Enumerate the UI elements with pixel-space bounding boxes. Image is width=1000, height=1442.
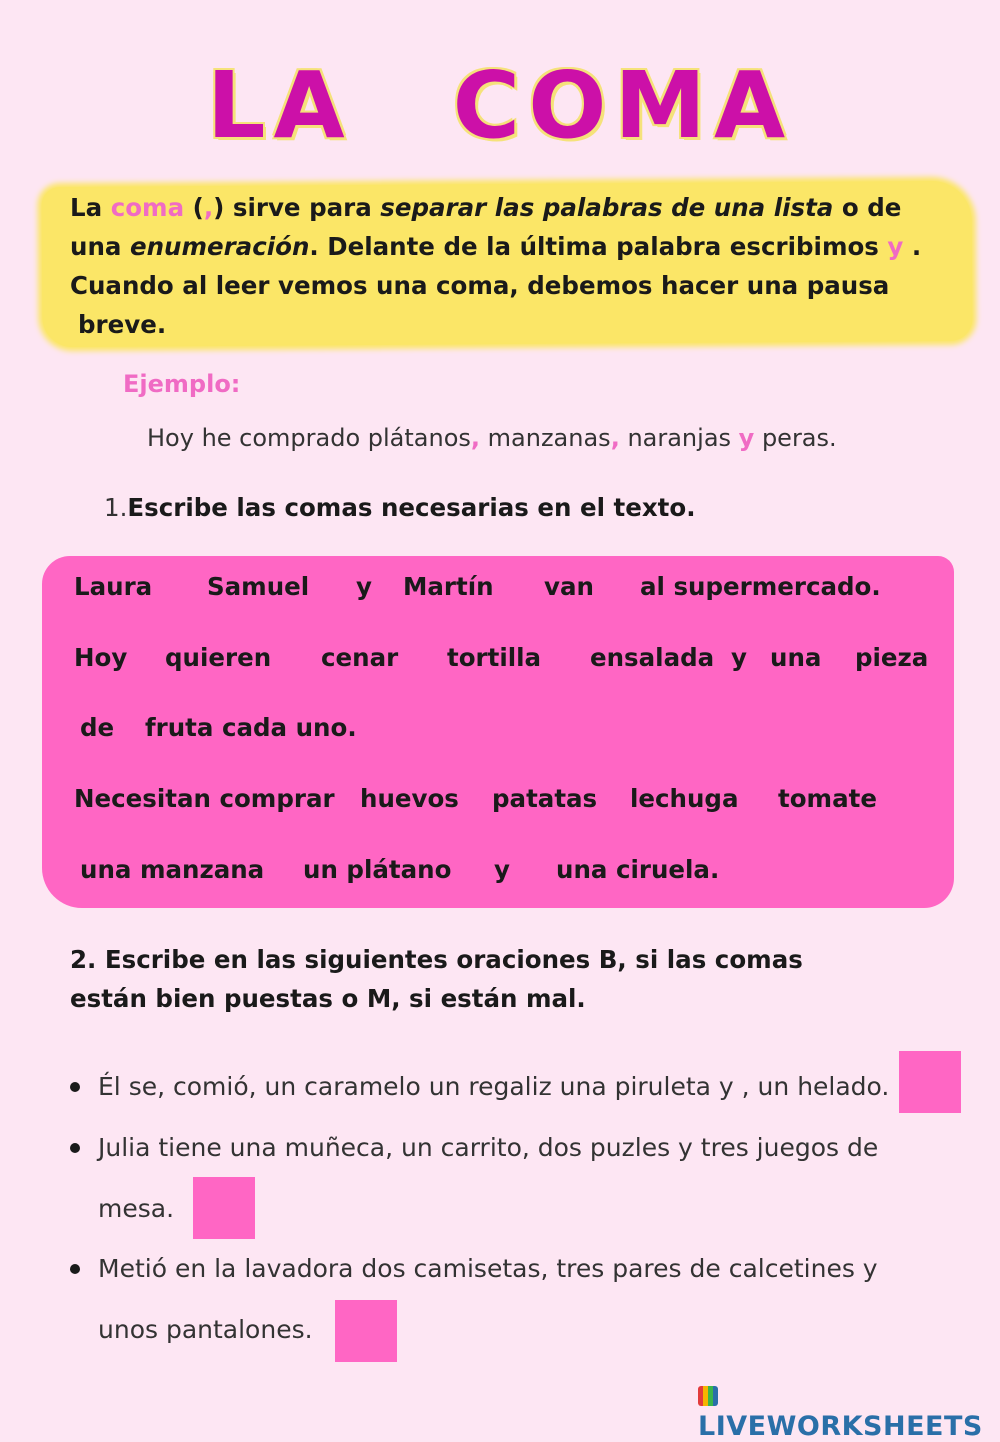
exercise2-item-3: Metió en la lavadora dos camisetas, tres pares de calcetines y unos pantalones. [70, 1238, 910, 1360]
liveworksheets-logo-icon [698, 1386, 718, 1406]
exercise1-word: tortilla [447, 643, 542, 672]
exercise1-word: Samuel [207, 572, 310, 601]
exercise1-word: y [494, 855, 510, 884]
exercise1-word: Necesitan comprar [74, 784, 335, 813]
exercise2-item-2: Julia tiene una muñeca, un carrito, dos puzles y tres juegos de mesa. [70, 1117, 910, 1239]
exercise2-title: 2. Escribe en las siguientes oraciones B, si las comas están bien puestas o M, si están mal. [70, 945, 803, 1013]
answer-box-3[interactable] [335, 1300, 397, 1362]
exercise1-word: una ciruela. [556, 855, 720, 884]
exercise1-word: van [544, 572, 594, 601]
liveworksheets-logo: LIVEWORKSHEETS [698, 1380, 1000, 1442]
exercise1-word: lechuga [630, 784, 739, 813]
exercise1-word: y [731, 643, 747, 672]
bullet-icon [70, 1082, 80, 1092]
example-label: Ejemplo: [123, 370, 241, 398]
exercise1-word: una manzana [80, 855, 265, 884]
exercise1-word: de [80, 713, 115, 742]
exercise1-word: cenar [321, 643, 399, 672]
exercise1-word: fruta cada uno. [145, 713, 357, 742]
exercise1-word: Laura [74, 572, 153, 601]
exercise1-line-3 [0, 713, 1000, 747]
exercise1-word: al supermercado. [640, 572, 881, 601]
exercise1-word: pieza [855, 643, 929, 672]
page-title: LA COMA [206, 52, 794, 159]
example-sentence: Hoy he comprado plátanos, manzanas, naranjas y peras. [147, 424, 837, 452]
exercise1-word: un plátano [303, 855, 452, 884]
exercise1-word: ensalada [590, 643, 715, 672]
bullet-icon [70, 1264, 80, 1274]
exercise1-line-2 [0, 643, 1000, 677]
exercise1-word: Martín [403, 572, 494, 601]
exercise1-word: Hoy [74, 643, 128, 672]
exercise1-word: y [356, 572, 372, 601]
exercise1-line-1 [0, 572, 1000, 606]
exercise1-word: una [770, 643, 822, 672]
exercise2-item-1: Él se, comió, un caramelo un regaliz una piruleta y , un helado. [70, 1056, 910, 1117]
answer-box-2[interactable] [193, 1177, 255, 1239]
intro-text: La coma (,) sirve para separar las palabras de una lista o de una enumeración. Delante de la última palabra escribimos y . Cuando al leer vemos una coma, debemos hacer una pausa breve. [70, 193, 922, 339]
bullet-icon [70, 1143, 80, 1153]
exercise1-word: huevos [360, 784, 459, 813]
exercise1-word: quieren [165, 643, 272, 672]
answer-box-1[interactable] [899, 1051, 961, 1113]
exercise1-title: 1.Escribe las comas necesarias en el texto. [104, 493, 696, 522]
exercise1-line-4 [0, 784, 1000, 818]
exercise1-line-5 [0, 855, 1000, 889]
exercise1-word: patatas [492, 784, 598, 813]
exercise1-word: tomate [778, 784, 877, 813]
